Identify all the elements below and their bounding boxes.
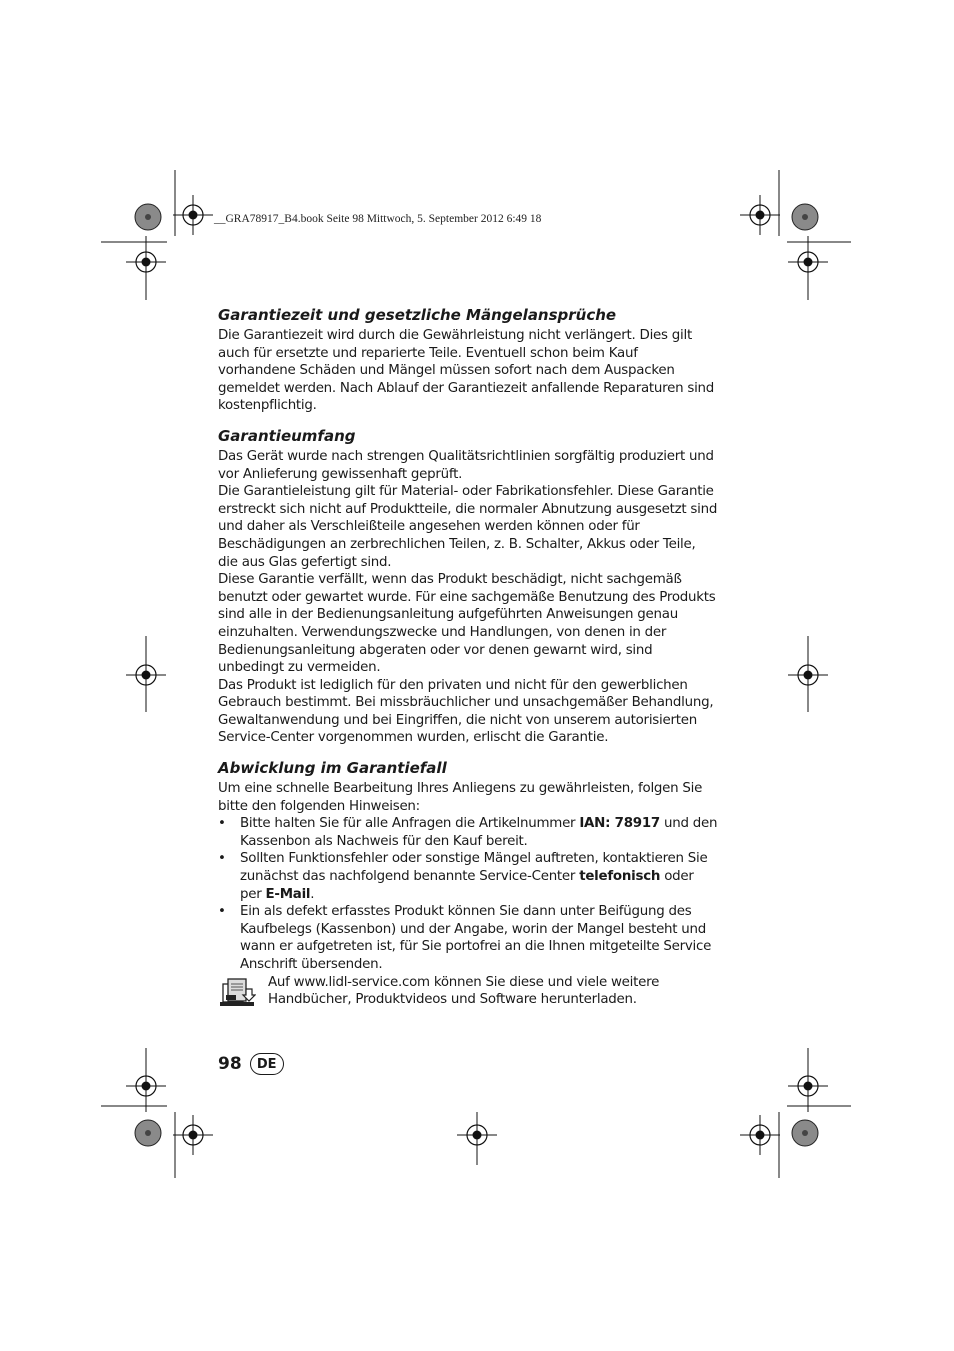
instruction-list [218,815,718,973]
warranty-content [218,304,718,1019]
paragraph: Die Garantieleistung gilt für Material- oder Fabrikationsfehler. Diese Garantie erstreckt sich nicht auf Produktteile, die normaler Abnutzung ausgesetzt sind und daher als Verschleißteile angesehen werden können oder für Beschädigungen an zerbrechlichen Teilen, z. B. Schalter, Akkus oder Teile, die aus Glas gefertigt sind. [218,484,718,570]
download-manual-icon [218,976,256,1014]
list-item [218,850,718,903]
page-number: 98 [218,1054,242,1074]
list-item [218,815,718,850]
list-item [218,903,718,973]
text: . [310,886,315,902]
bullet: • [218,904,226,920]
section-heading: Abwicklung im Garantiefall [218,759,447,778]
contact-phone-label: telefonisch [579,869,661,885]
text: und den Kassenbon als Nachweis für den Kauf bereit. [240,816,718,849]
language-badge: DE [250,1053,284,1075]
bullet: • [218,851,226,867]
section-heading: Garantiezeit und gesetzliche Mängelansprüche [218,306,617,324]
contact-email-label: E-Mail [265,886,311,902]
section-warranty-claim [218,757,718,1009]
paragraph: Das Gerät wurde nach strengen Qualitätsrichtlinien sorgfältig produziert und vor Anlieferung gewissenhaft geprüft. [218,448,714,482]
page-footer [218,1053,284,1075]
download-note [218,974,718,1009]
bullet: • [218,816,226,832]
article-number: IAN: 78917 [579,816,660,832]
text: oder per [240,869,694,902]
paragraph: Die Garantiezeit wird durch die Gewährleistung nicht verlängert. Dies gilt auch für ersetzte und reparierte Teile. Eventuell schon beim Kauf vorhandene Schäden und Mängel müssen sofort nach dem Auspacken gemeldet werden. Nach Ablauf der Garantiezeit anfallende Reparaturen sind kostenpflichtig. [218,328,715,414]
note-text: Auf www.lidl-service.com können Sie diese und viele weitere Handbücher, Produktvideos und Software herunterladen. [268,974,660,1008]
section-warranty-period [218,304,718,415]
text: Ein als defekt erfasstes Produkt können Sie dann unter Beifügung des Kaufbelegs (Kassenbon) und der Angabe, worin der Mangel besteht und wann er aufgetreten ist, für Sie portofrei an die Ihnen mitgeteilte Service Anschrift übersenden. [240,904,712,972]
paragraph: Das Produkt ist lediglich für den privaten und nicht für den gewerblichen Gebrauch bestimmt. Bei missbräuchlicher und unsachgemäßer Behandlung, Gewaltanwendung und bei Eingriffen, die nicht von unserem autorisierten Service-Center vorgenommen wurden, erlischt die Garantie. [218,677,714,746]
paragraph: Diese Garantie verfällt, wenn das Produkt beschädigt, nicht sachgemäß benutzt oder gewartet wurde. Für eine sachgemäße Benutzung des Produkts sind alle in der Bedienungsanleitung aufgeführten Anweisungen genau einzuhalten. Verwendungszwecke und Handlungen, von denen in der Bedienungsanleitung abgeraten oder vor denen gewarnt wird, sind unbedingt zu vermeiden. [218,572,716,676]
text: Bitte halten Sie für alle Anfragen die Artikelnummer [240,816,580,832]
text: Sollten Funktionsfehler oder sonstige Mängel auftreten, kontaktieren Sie zunächst das nachfolgend benannte Service-Center [240,851,708,885]
section-heading: Garantieumfang [218,426,356,445]
paragraph: Um eine schnelle Bearbeitung Ihres Anliegens zu gewährleisten, folgen Sie bitte den folgenden Hinweisen: [218,781,703,814]
print-header: __GRA78917_B4.book Seite 98 Mittwoch, 5. September 2012 6:49 18 [214,213,542,225]
section-warranty-scope [218,425,718,747]
